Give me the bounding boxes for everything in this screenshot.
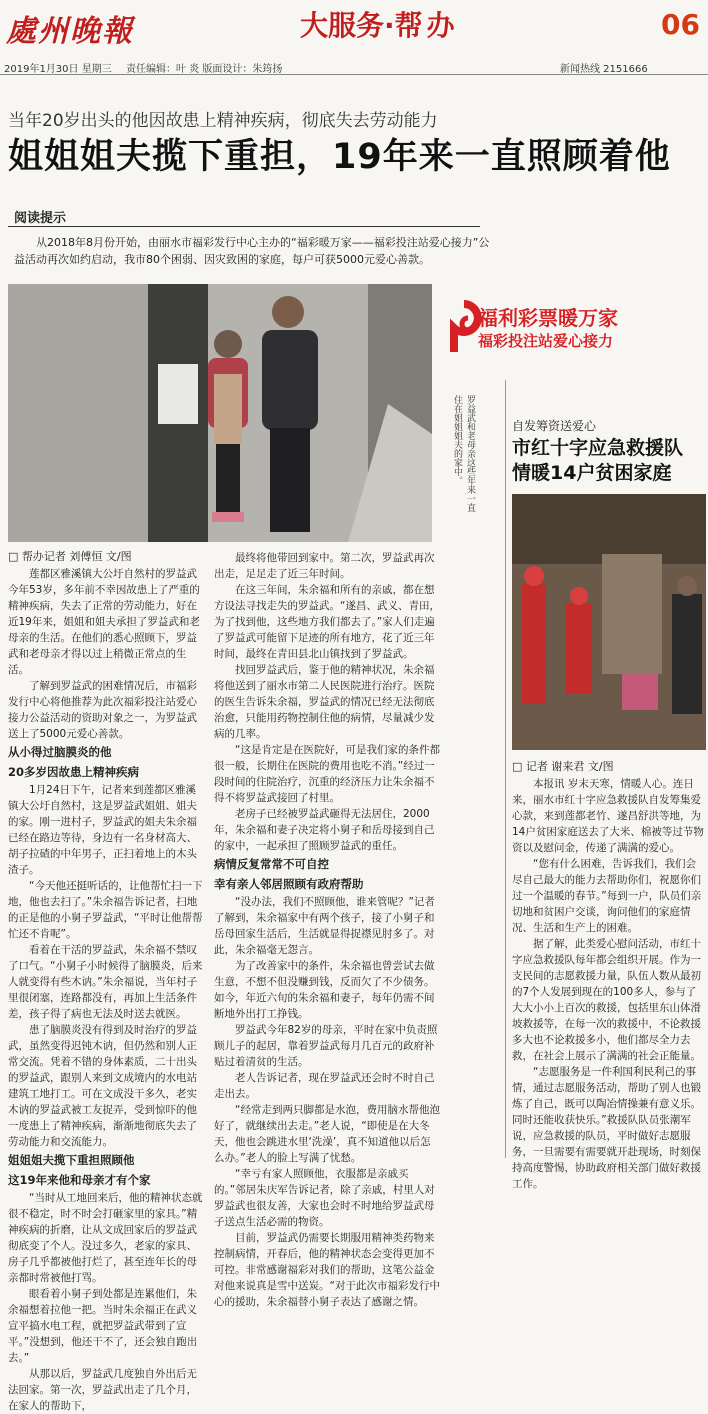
section-subhead: 病情反复常常不可自控: [214, 857, 329, 871]
story-paragraph: 为了改善家中的条件，朱余福也曾尝试去做生意，不想不但没赚到钱，反而欠了不少债务。如今，年近六旬的朱余福和妻子，每年仍需不间断地外出打工挣钱。: [214, 960, 435, 1020]
side-paragraph: 本报讯 岁末天寒，情暖人心。连日来，丽水市红十字应急救援队自发筹集爱心款，来到莲都老竹、遂昌舒洪等地，为14户贫困家庭送去了大米、棉被等过节物资以及慰问金，传递了满满的爱心。: [512, 778, 704, 854]
side-paragraph: “志愿服务是一件利国利民利己的事情，通过志愿服务活动，帮助了别人也锻炼了自己，既可以陶冶情操兼有意义乐。同时还能收获快乐。”救援队队员张潮军说，应急救援的队员，平时做好志愿服务，一旦需要有需要就开赴现场，时刻保持高度警惕，协助政府相关部门做好救援工作。: [512, 1066, 701, 1190]
side-story-text: [512, 776, 704, 1190]
story-paragraph: “今天他还挺听话的，让他帮忙扫一下地，他也去扫了。”朱余福告诉记者，扫地的正是他的小舅子罗益武，“平时让他帮帮忙还不肯呢”。: [8, 880, 203, 940]
side-headline-line-1: 市红十字应急救援队: [512, 437, 684, 459]
story-column-1: [8, 566, 206, 1412]
section-subhead: 幸有亲人邻居照顾有政府帮助: [214, 877, 364, 891]
story-paragraph: 眼看着小舅子到处都是连累他们，朱余福想着拉他一把。当时朱余福正在武义宣平搞水电工程，就把罗益武带到了宣平。”没想到，他还干不了，还会独自跑出去。”: [8, 1288, 198, 1364]
news-hotline: 新闻热线 2151666: [560, 64, 648, 75]
meta-bar: [0, 58, 708, 75]
editor-credit: 责任编辑：叶 炎 版面设计：朱筠扬: [126, 64, 283, 75]
story-paragraph: 目前，罗益武仍需要长期服用精神类药物来控制病情，开春后，他的精神状态会变得更加不可控。非常感谢福彩对我们的帮助，这笔公益金对他来说真是雪中送炭。“对于此次市福彩发行中心的援助，朱余福替小舅子表达了感谢之情。: [214, 1232, 440, 1308]
lead-divider: [8, 226, 480, 227]
story-paragraph: 看着在干活的罗益武，朱余福不禁叹了口气。“小舅子小时候得了脑膜炎，后来人就变得有些木讷。”朱余福说，当年村子里很闭塞，连路都没有，再加上生活条件差，孩子得了病也无法及时送去就医。: [8, 944, 203, 1020]
lead-title: 阅读提示: [14, 211, 67, 226]
section-subhead: 这19年来他和母亲才有个家: [8, 1173, 151, 1187]
ad-subtitle: 福彩投注站爱心接力: [478, 332, 614, 350]
side-headline: [512, 436, 702, 486]
section-title-a: 大服务·: [300, 9, 395, 42]
ad-title: 福利彩票暖万家: [478, 306, 618, 330]
story-paragraph: 最终将他带回到家中。第二次，罗益武再次出走，足足走了近三年时间。: [214, 552, 435, 580]
story-paragraph: 老人告诉记者，现在罗益武还会时不时自己走出去。: [214, 1072, 435, 1100]
newspaper-logo: 處州晚報: [6, 14, 134, 49]
story-paragraph: 罗益武今年82岁的母亲，平时在家中负责照顾儿子的起居，靠着罗益武每月几百元的政府补贴过着清贫的生活。: [214, 1024, 438, 1068]
story-paragraph: 患了脑膜炎没有得到及时治疗的罗益武，虽然变得迟钝木讷，但仍然和别人正常交流。凭着不错的身体素质，二十出头的罗益武，跟别人来到文成境内的水电站建筑工地打工。可在文成没干多久，老实木讷的罗益武被工友捉弄，受到惊吓的他一度患上了精神疾病，渐渐地彻底失去了劳动能力和交流能力。: [8, 1024, 197, 1148]
lottery-logo-icon: [446, 300, 482, 356]
story-paragraph: “没办法，我们不照顾他，谁来管呢？”记者了解到，朱余福家中有两个孩子，接了小舅子和岳母回家生活后，生活就显得捉襟见肘多了。对此，朱余福毫无怨言。: [214, 896, 435, 956]
story-paragraph: “经常走到两只脚都是水泡，费用脑水帮他泡好了，就继续出去走。”老人说，“即使是在大冬天，他也会跳进水里‘洗澡’，真不知道他以后怎么办。”老人的脸上写满了忧愁。: [214, 1104, 440, 1164]
side-paragraph: “您有什么困难，告诉我们，我们会尽自己最大的能力去帮助你们，祝愿你们过一个温暖的春节。”每到一户，队员们亲切地和贫困户交谈，询问他们的家庭情况、生活和生产上的困难。: [512, 858, 702, 934]
story-paragraph: “当时从工地回来后，他的精神状态就很不稳定，时不时会打砸家里的家具。”精神疾病的折磨，让从文成回家后的罗益武彻底变了个人。没过多久，老家的家具、房子几乎都被他打烂了，甚至连年长的母亲都时常被他打骂。: [8, 1192, 203, 1284]
story-byline: □ 帮办记者 刘傅恒 文/图: [8, 550, 132, 563]
story-paragraph: 了解到罗益武的困难情况后，市福彩发行中心将他推荐为此次福彩投注站爱心接力公益活动的资助对象之一，为罗益武送上了5000元爱心善款。: [8, 680, 197, 740]
story-paragraph: “幸亏有家人照顾他，衣服都是亲戚买的。”邻居朱庆军告诉记者，除了亲戚，村里人对罗益武也很友善，大家也会时不时地给罗益武母子送点生活必需的物资。: [214, 1168, 435, 1228]
side-headline-line-2: 情暖14户贫困家庭: [512, 462, 672, 484]
sub-headline: 当年20岁出头的他因故患上精神疾病，彻底失去劳动能力: [8, 111, 438, 131]
story-paragraph: 从那以后，罗益武几度独自外出后无法回家。第一次，罗益武出走了几个月，在家人的帮助下，: [8, 1368, 197, 1412]
issue-date: 2019年1月30日 星期三: [4, 64, 112, 75]
column-divider: [505, 380, 506, 1158]
side-byline: □ 记者 谢来君 文/图: [512, 760, 614, 773]
main-headline: 姐姐姐夫揽下重担，19年来一直照顾着他: [8, 137, 671, 177]
story-paragraph: 1月24日下午，记者来到莲都区雅溪镇大公圩自然村，这是罗益武姐姐、姐夫的家。刚一进村子，罗益武的姐夫朱余福已经在路边等待，身边有一名身材高大、胡子拉碴的中年男子，正扫着地上的木头渣子。: [8, 784, 197, 876]
photo-caption: 罗益武和老母亲这些年来一直住在姐姐姐夫的家中。: [452, 395, 475, 512]
lead-text: 从2018年8月份开始，由丽水市福彩发行中心主办的“福彩暖万家——福彩投注站爱心接力”公益活动再次如约启动，我市80个困弱、因灾致困的家庭，每户可获5000元爱心善款。: [14, 236, 490, 266]
side-paragraph: 据了解，此类爱心慰问活动，市红十字应急救援队每年都会组织开展。作为一支民间的志愿救援力量，队伍人数从最初的7个人发展到现在的100多人，参与了大大小小上百次的救援，包括里东山体滑坡救援等，在每一次的救援中，不论救援多大也不论救援多小，他们都尽全力去救，在社会上展示了满满的社会正能量。: [512, 938, 701, 1062]
story-column-2: [214, 550, 440, 1308]
story-paragraph: 莲都区雅溪镇大公圩自然村的罗益武今年53岁，多年前不幸因故患上了严重的精神疾病，失去了正常的劳动能力，好在近19年来，姐姐和姐夫承担了罗益武和老母亲的生活。在他们的悉心照顾下，罗益武和老母亲才得以过上稍微正常点的生活。: [8, 568, 200, 676]
section-title: [300, 4, 459, 44]
story-paragraph: 老房子已经被罗益武砸得无法居住，2000年，朱余福和妻子决定将小舅子和岳母接到自己的家中，一起承担了照顾罗益武的重任。: [214, 808, 435, 852]
masthead: [0, 0, 708, 62]
story-photo: [8, 284, 432, 542]
side-kicker: 自发筹资送爱心: [512, 419, 597, 433]
story-paragraph: 找回罗益武后，鉴于他的精神状况，朱余福将他送到了丽水市第二人民医院进行治疗。医院的医生告诉朱余福，罗益武的情况已经无法彻底治愈，只能用药物控制住他的病情，尽量减少发病的几率。: [214, 664, 435, 740]
section-subhead: 从小得过脑膜炎的他: [8, 745, 112, 759]
section-subhead: 姐姐姐夫揽下重担照顾他: [8, 1153, 135, 1167]
story-paragraph: 在这三年间，朱余福和所有的亲戚，都在想方设法寻找走失的罗益武。“遂昌、武义、青田，为了找到他，这些地方我们都去了。”家人们走遍了罗益武可能留下足迹的所有地方，花了近三年时间，最终在青田县北山镇找到了罗益武。: [214, 584, 440, 660]
section-title-b: 帮办: [394, 9, 459, 42]
story-paragraph: “这是肯定是在医院好，可是我们家的条件都很一般，长期住在医院的费用也吃不消。”经过一段时间的住院治疗，沉重的经济压力让朱余福不得不将罗益武接回了村里。: [214, 744, 440, 804]
section-subhead: 20多岁因故患上精神疾病: [8, 765, 140, 779]
page-number: 06: [661, 8, 700, 41]
side-photo: [512, 494, 706, 750]
